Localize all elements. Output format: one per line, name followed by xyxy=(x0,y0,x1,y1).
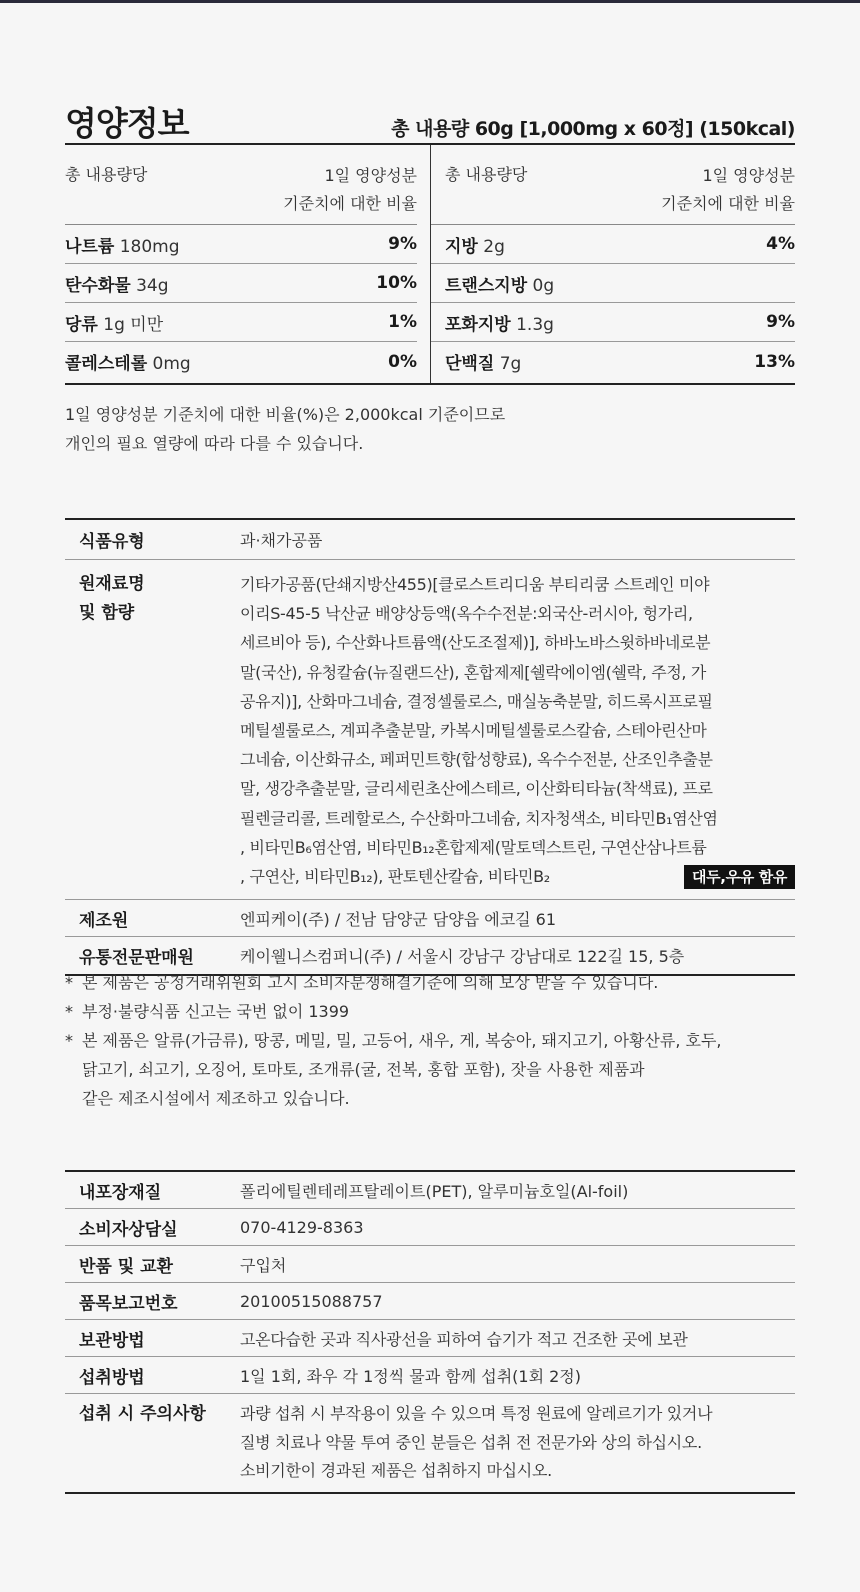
nutrient-percent: 10% xyxy=(376,273,417,293)
info-row-caution xyxy=(65,1394,795,1492)
info-value: 070-4129-8363 xyxy=(240,1217,364,1237)
info-row-returns xyxy=(65,1246,795,1283)
info-value: 엔피케이(주) / 전남 담양군 담양읍 에코길 61 xyxy=(240,909,557,929)
nutrient-percent: 0% xyxy=(388,351,417,372)
footnote-star: * xyxy=(65,1031,73,1050)
footnote-text xyxy=(82,1026,722,1113)
allergen-badge: 대두,우유 함유 xyxy=(684,865,795,889)
footnote-item xyxy=(65,1026,795,1113)
nutrition-title: 영양정보 xyxy=(65,104,189,143)
nutrient-row-fat xyxy=(431,225,795,264)
nutrient-name: 단백질 xyxy=(445,354,495,374)
ingredients-line: 말, 생강추출분말, 글리세린초산에스테르, 이산화티타늄(착색료), 프로 xyxy=(240,779,713,799)
ingredients-text xyxy=(240,570,795,891)
ingredients-line: 기타가공품(단쇄지방산455)[클로스트리디움 부티리쿰 스트레인 미야 xyxy=(240,575,710,594)
info-row-storage xyxy=(65,1320,795,1357)
nutrient-amount: 180mg xyxy=(119,236,180,257)
nutrient-row-sodium xyxy=(65,225,417,264)
info-value: 고온다습한 곳과 직사광선을 피하여 습기가 적고 건조한 곳에 보관 xyxy=(240,1329,688,1349)
info-label: 품목보고번호 xyxy=(79,1293,178,1314)
info-label: 식품유형 xyxy=(79,532,145,552)
caution-line: 과량 섭취 시 부작용이 있을 수 있으며 특정 원료에 알레르기가 있거나 xyxy=(240,1404,713,1423)
nutrient-name: 트랜스지방 xyxy=(445,275,528,296)
info-value: 과·채가공품 xyxy=(240,531,323,550)
top-border xyxy=(0,0,860,3)
info-row-ingredients xyxy=(65,560,795,900)
ingredients-line: 이리S-45-5 낙산균 배양상등액(옥수수전분:외국산-러시아, 헝가리, xyxy=(240,604,693,624)
nutrient-name: 탄수화물 xyxy=(65,275,131,296)
info-label: 섭취방법 xyxy=(79,1367,145,1388)
footnote-text: 본 제품은 공정거래위원회 고시 소비자분쟁해결기준에 의해 보상 받을 수 있습니다. xyxy=(82,973,659,992)
info-label: 유통전문판매원 xyxy=(79,948,194,969)
nutrient-percent: 13% xyxy=(754,351,795,372)
extra-info-table xyxy=(65,1170,795,1494)
info-row-food-type xyxy=(65,520,795,560)
ingredients-line: 말(국산), 유청칼슘(뉴질랜드산), 혼합제제[쉘락에이엠(쉘락, 주정, 가 xyxy=(240,662,706,682)
nutrient-name: 콜레스테롤 xyxy=(65,354,148,374)
ingredients-line: 메틸셀룰로스, 계피추출분말, 카복시메틸셀룰로스칼슘, 스테아린산마 xyxy=(240,721,707,741)
nutrient-percent: 1% xyxy=(388,312,417,332)
ingredients-line: 세르비아 등), 수산화나트륨액(산도조절제)], 하바노바스윗하바네로분 xyxy=(240,633,711,653)
caution-line: 질병 치료나 약물 투여 중인 분들은 섭취 전 전문가와 상의 하십시오. xyxy=(240,1432,702,1452)
nutrition-column-left xyxy=(65,145,417,381)
nutrient-row-sugar xyxy=(65,303,417,342)
nutrient-amount: 0g xyxy=(532,275,555,296)
caution-text xyxy=(240,1400,795,1486)
footnote-line: 같은 제조시설에서 제조하고 있습니다. xyxy=(82,1089,350,1108)
info-row-consumer-center xyxy=(65,1209,795,1246)
footnote-star: * xyxy=(65,1002,73,1021)
ingredients-line: , 구연산, 비타민B₁₂), 판토텐산칼슘, 비타민B₂ xyxy=(240,867,550,887)
nutrition-head-per-total: 총 내용량당 xyxy=(445,165,528,184)
nutrition-note-line2: 개인의 필요 열량에 따라 다를 수 있습니다. xyxy=(65,434,364,453)
nutrient-row-carbohydrate xyxy=(65,264,417,303)
nutrition-note xyxy=(65,400,795,458)
ingredients-line: 공유지)], 산화마그네슘, 결정셀룰로스, 매실농축분말, 히드록시프로필 xyxy=(240,691,713,711)
nutrient-row-protein xyxy=(431,342,795,381)
caution-line: 소비기한이 경과된 제품은 섭취하지 마십시오. xyxy=(240,1461,552,1480)
nutrient-percent: 9% xyxy=(388,234,417,254)
ingredients-label-line1: 원재료명 xyxy=(79,574,145,594)
nutrient-row-cholesterol xyxy=(65,342,417,381)
info-row-report-number xyxy=(65,1283,795,1320)
nutrition-head-per-total: 총 내용량당 xyxy=(65,165,148,184)
info-row-manufacturer xyxy=(65,900,795,937)
info-label: 내포장재질 xyxy=(79,1182,162,1203)
ingredients-line: 그네슘, 이산화규소, 페퍼민트향(합성향료), 옥수수전분, 산조인추출분 xyxy=(240,750,713,770)
info-label: 제조원 xyxy=(79,910,129,931)
info-value: 구입처 xyxy=(240,1255,287,1275)
nutrient-amount: 34g xyxy=(136,275,169,296)
footnote-item xyxy=(65,968,795,997)
info-label-ingredients xyxy=(65,570,240,891)
nutrient-amount: 2g xyxy=(483,236,505,257)
daily-value-line1: 1일 영양성분 xyxy=(702,166,795,185)
info-value: 1일 1회, 좌우 각 1정씩 물과 함께 섭취(1회 2정) xyxy=(240,1366,581,1386)
info-value: 케이웰니스컴퍼니(주) / 서울시 강남구 강남대로 122길 15, 5층 xyxy=(240,947,685,967)
info-row-intake-method xyxy=(65,1357,795,1394)
daily-value-line2: 기준치에 대한 비율 xyxy=(283,194,417,213)
info-value: 20100515088757 xyxy=(240,1291,383,1311)
nutrient-amount: 1.3g xyxy=(516,314,554,335)
nutrient-name: 포화지방 xyxy=(445,314,511,335)
nutrient-percent: 9% xyxy=(766,312,795,332)
nutrition-head-row xyxy=(65,145,417,225)
daily-value-line2: 기준치에 대한 비율 xyxy=(661,194,795,213)
daily-value-line1: 1일 영양성분 xyxy=(324,166,417,185)
info-row-packaging xyxy=(65,1172,795,1209)
nutrition-total-content: 총 내용량 60g [1,000mg x 60정] (150kcal) xyxy=(391,118,795,140)
ingredients-label-line2: 및 함량 xyxy=(79,603,135,623)
footnote-text: 부정·불량식품 신고는 국번 없이 1399 xyxy=(82,1002,350,1021)
nutrient-amount: 7g xyxy=(499,354,522,374)
ingredients-line: , 비타민B₆염산염, 비타민B₁₂혼합제제(말토덱스트린, 구연산삼나트륨 xyxy=(240,837,707,857)
nutrient-amount: 1g 미만 xyxy=(103,314,164,335)
nutrient-row-trans-fat xyxy=(431,264,795,303)
nutrient-name: 지방 xyxy=(445,236,478,257)
nutrition-head-daily-value xyxy=(283,162,417,218)
footnote-line: 닭고기, 쇠고기, 오징어, 토마토, 조개류(굴, 전복, 홍합 포함), 잣을 사용한 제품과 xyxy=(82,1060,645,1079)
info-label: 소비자상담실 xyxy=(79,1219,178,1240)
ingredients-line: 필렌글리콜, 트레할로스, 수산화마그네슘, 치자청색소, 비타민B₁염산염 xyxy=(240,808,718,828)
nutrient-amount: 0mg xyxy=(152,354,191,374)
nutrient-percent: 4% xyxy=(766,234,795,254)
footnote-item xyxy=(65,997,795,1026)
nutrition-column-right xyxy=(431,145,795,381)
footnotes xyxy=(65,968,795,1113)
nutrition-table xyxy=(65,143,795,385)
nutrition-header xyxy=(65,98,795,145)
nutrient-row-saturated-fat xyxy=(431,303,795,342)
nutrition-note-line1: 1일 영양성분 기준치에 대한 비율(%)은 2,000kcal 기준이므로 xyxy=(65,405,506,424)
info-label: 섭취 시 주의사항 xyxy=(79,1404,206,1424)
info-label: 보관방법 xyxy=(79,1330,145,1351)
nutrition-head-row xyxy=(431,145,795,225)
info-label: 반품 및 교환 xyxy=(79,1256,173,1277)
product-info-table xyxy=(65,518,795,976)
footnote-line: 본 제품은 알류(가금류), 땅콩, 메밀, 밀, 고등어, 새우, 게, 복숭아, 돼지고기, 아황산류, 호두, xyxy=(82,1031,722,1050)
nutrient-name: 나트륨 xyxy=(65,236,115,257)
nutrient-name: 당류 xyxy=(65,314,98,335)
info-value: 폴리에틸렌테레프탈레이트(PET), 알루미늄호일(Al-foil) xyxy=(240,1181,629,1201)
nutrition-head-daily-value xyxy=(661,162,795,218)
footnote-star: * xyxy=(65,973,73,992)
